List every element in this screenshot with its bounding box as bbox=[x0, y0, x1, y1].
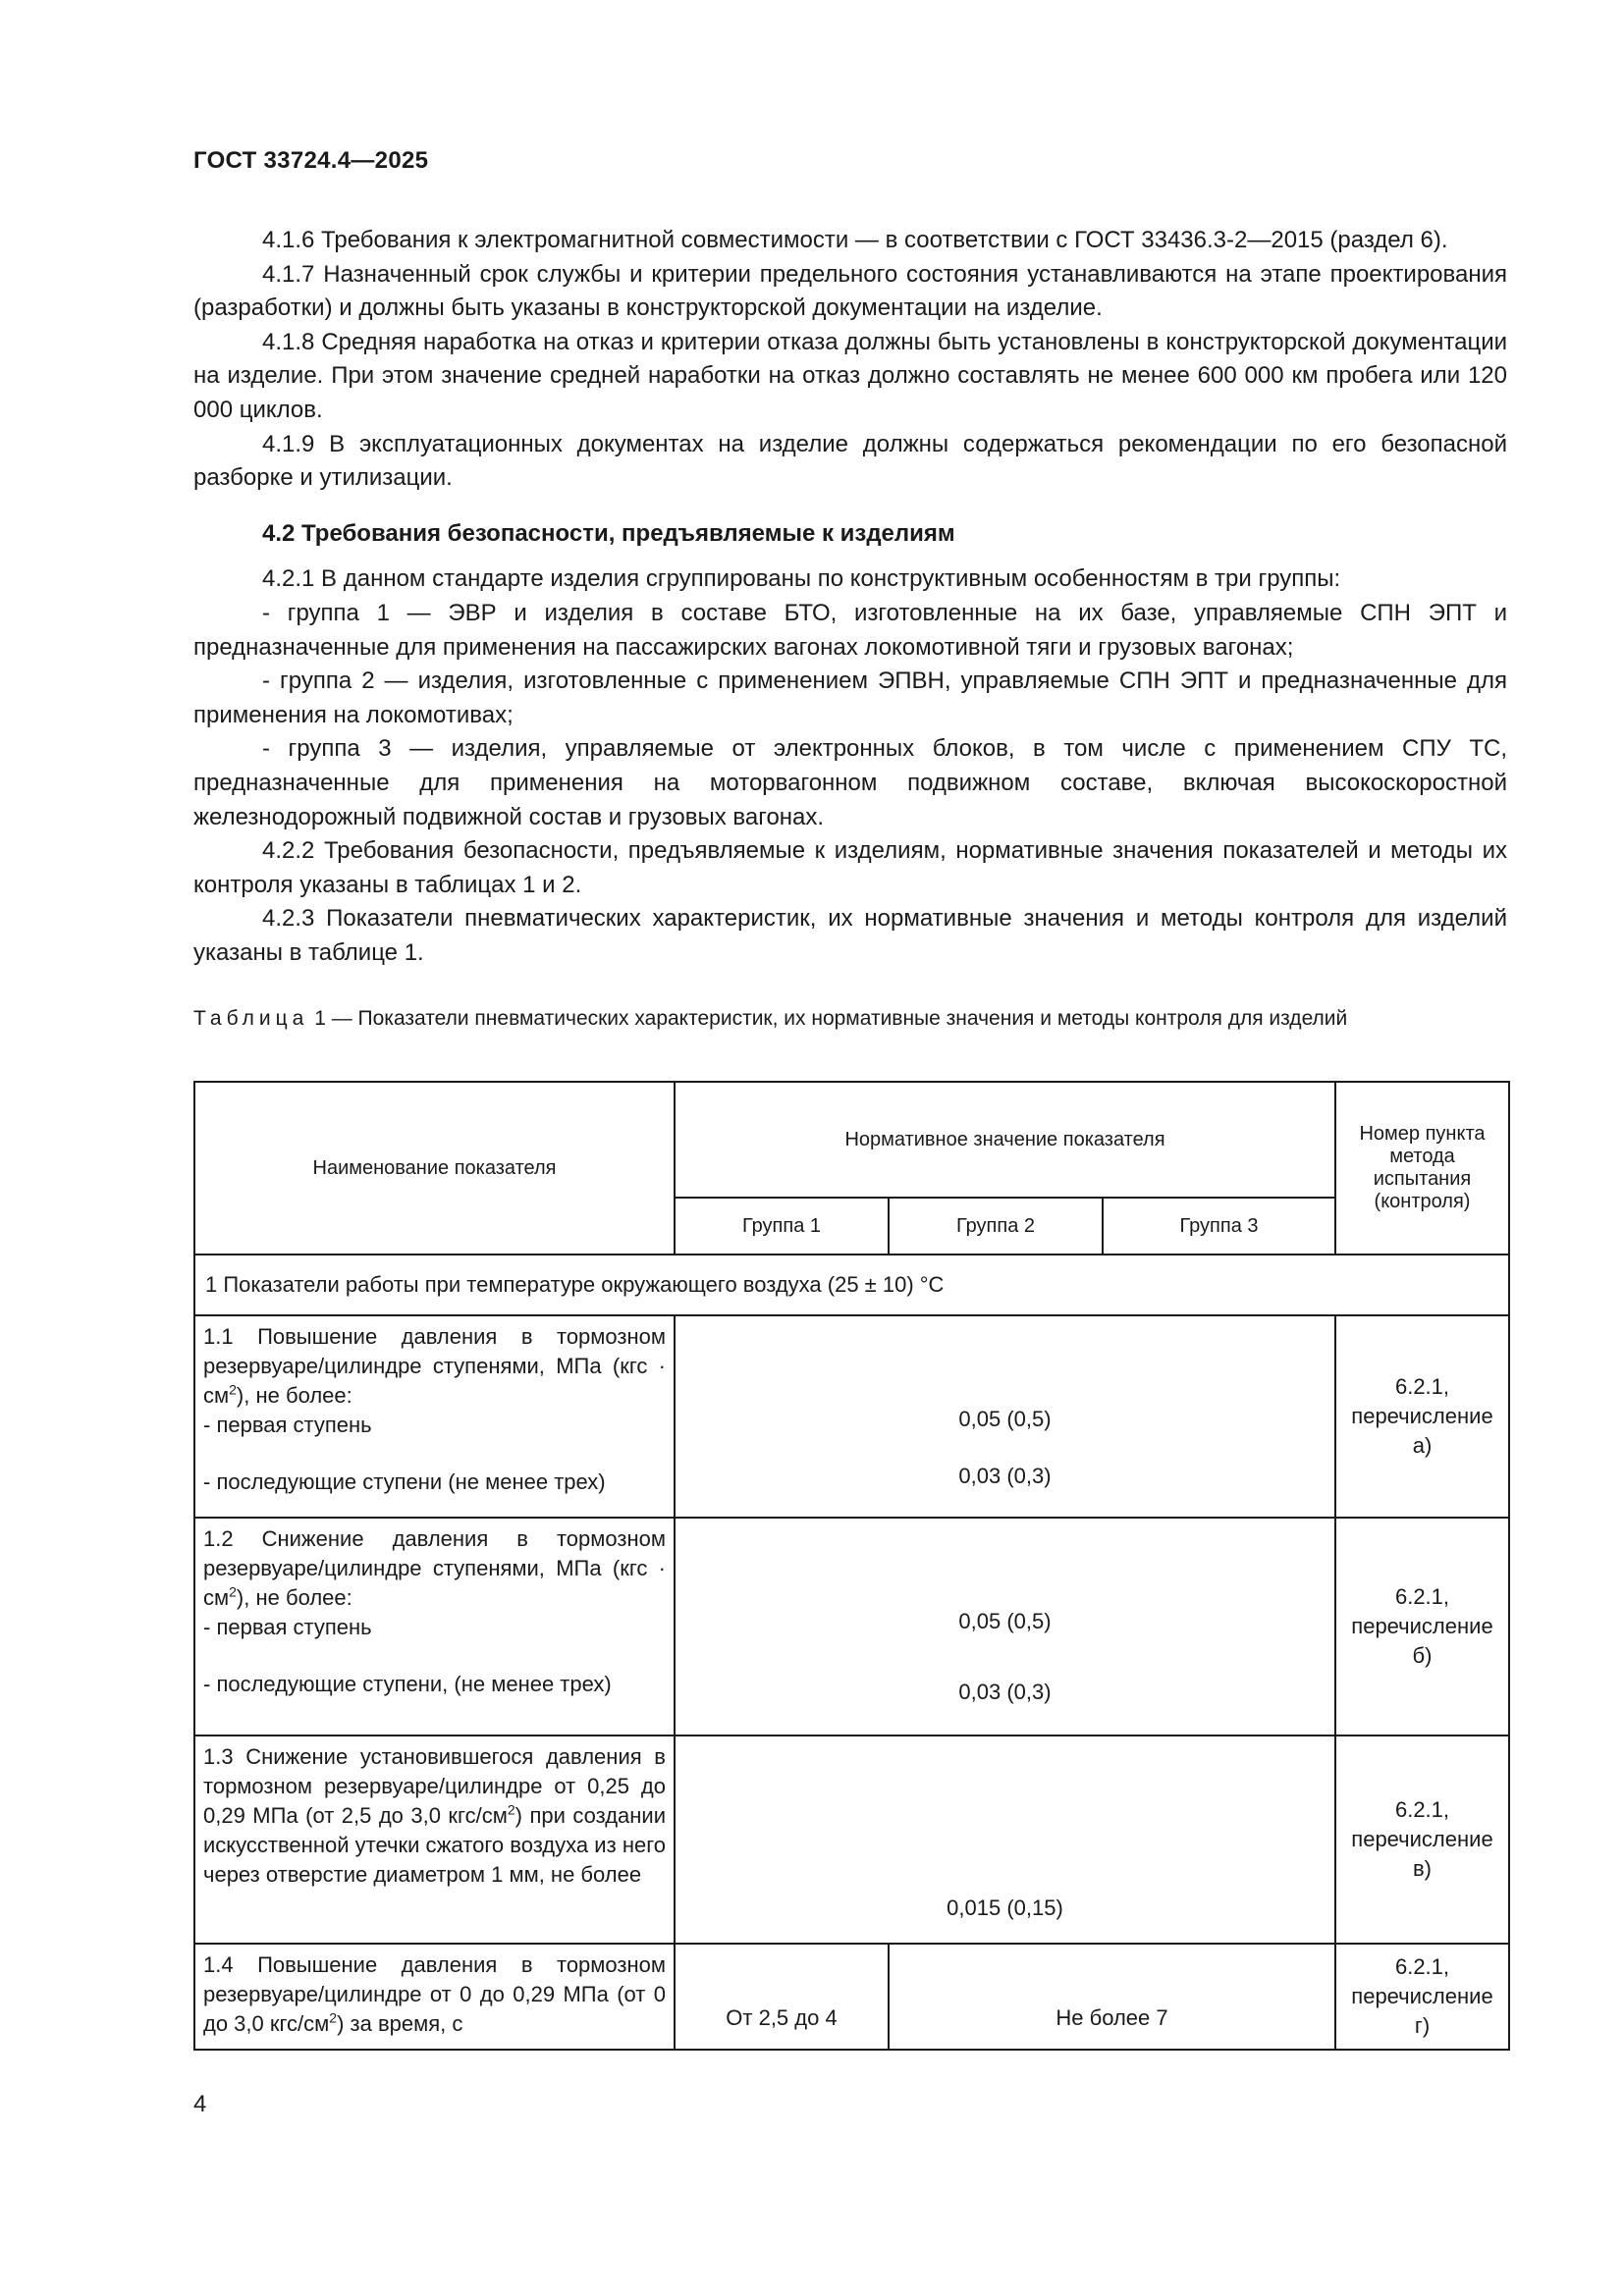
table-row bbox=[194, 1315, 1509, 1518]
paragraph-4-1-6: 4.1.6 Требования к электромагнитной совместимости — в соответствии с ГОСТ 33436.3-2—2015 (раздел 6). bbox=[262, 227, 1448, 253]
method-reference-cell: 6.2.1, перечисление в) bbox=[1335, 1735, 1509, 1944]
method-reference-cell: 6.2.1, перечисление б) bbox=[1335, 1518, 1509, 1735]
table-row bbox=[194, 1735, 1509, 1944]
table-caption bbox=[193, 1004, 1507, 1033]
pneumatic-characteristics-table bbox=[193, 1081, 1510, 2051]
document-code: ГОСТ 33724.4—2025 bbox=[193, 147, 429, 174]
value-cell bbox=[675, 1518, 1335, 1735]
param-text: 1.2 Снижение давления в тормозном резервуаре/цилиндре ступенями, МПа $(кгс \cdot см^2)$, не более: bbox=[203, 1526, 666, 1610]
table-caption-text: 1 — Показатели пневматических характеристик, их нормативные значения и методы контроля для изделий bbox=[314, 1007, 1348, 1030]
header-parameter-name: Наименование показателя bbox=[194, 1082, 675, 1255]
table-section-title: 1 Показатели работы при температуре окружающего воздуха (25 ± 10) °С bbox=[194, 1255, 1509, 1315]
value-text: 0,05 (0,5) bbox=[958, 1609, 1052, 1633]
value-text: 0,03 (0,3) bbox=[958, 1680, 1052, 1704]
parameter-cell bbox=[194, 1315, 675, 1518]
body-text bbox=[193, 224, 1507, 970]
paragraph-4-1-7: 4.1.7 Назначенный срок службы и критерии предельного состояния устанавливаются на этапе проектирования (разработки) и должны быть указаны в конструкторской документации на изделие. bbox=[193, 260, 1507, 322]
value-cell bbox=[675, 1735, 1335, 1944]
paragraph-4-1-9: 4.1.9 В эксплуатационных документах на изделие должны содержаться рекомендации по его безопасной разборке и утилизации. bbox=[193, 430, 1507, 492]
header-group-2: Группа 2 bbox=[889, 1198, 1103, 1255]
parameter-cell bbox=[194, 1944, 675, 2050]
param-sub-line: - первая ступень bbox=[203, 1615, 372, 1639]
paragraph-4-2-2: 4.2.2 Требования безопасности, предъявляемые к изделиям, нормативные значения показателей и методы их контроля указаны в таблицах 1 и 2. bbox=[193, 837, 1507, 898]
table-row bbox=[194, 1944, 1509, 2050]
header-group-1: Группа 1 bbox=[675, 1198, 889, 1255]
value-text: 0,015 (0,15) bbox=[947, 1896, 1063, 1920]
table-caption-label: Таблица bbox=[193, 1007, 309, 1030]
value-text: 0,03 (0,3) bbox=[958, 1464, 1052, 1488]
paragraph-4-1-8: 4.1.8 Средняя наработка на отказ и критерии отказа должны быть установлены в конструкторской документации на изделие. При этом значение средней наработки на отказ должно составлять не менее 600 000 км пробега или 120 000 циклов. bbox=[193, 328, 1507, 423]
value-text: Не более 7 bbox=[1056, 2005, 1168, 2030]
page-number: 4 bbox=[193, 2091, 207, 2117]
table-row bbox=[194, 1518, 1509, 1735]
param-text: 1.3 Снижение установившегося давления в тормозном резервуаре/цилиндре от 0,25 до 0,29 МПа (от 2,5 до 3,0 кгс/$см^2$) при создании искусственной утечки сжатого воздуха из него через отверстие диаметром 1 мм, не более bbox=[203, 1744, 666, 1887]
param-sub-line: - первая ступень bbox=[203, 1413, 372, 1437]
param-sub-line: - последующие ступени (не менее трех) bbox=[203, 1469, 606, 1494]
method-reference-cell: 6.2.1, перечисление г) bbox=[1335, 1944, 1509, 2050]
method-reference-cell: 6.2.1, перечисление а) bbox=[1335, 1315, 1509, 1518]
paragraph-4-2-1: 4.2.1 В данном стандарте изделия сгруппированы по конструктивным особенностям в три группы: bbox=[262, 565, 1341, 593]
value-text: 0,05 (0,5) bbox=[958, 1407, 1052, 1431]
parameter-cell bbox=[194, 1518, 675, 1735]
value-cell-group-2-3 bbox=[889, 1944, 1335, 2050]
paragraph-4-2-3: 4.2.3 Показатели пневматических характеристик, их нормативные значения и методы контроля для изделий указаны в таблице 1. bbox=[193, 905, 1507, 966]
group-1-item: - группа 1 — ЭВР и изделия в составе БТО, изготовленные на их базе, управляемые СПН ЭПТ и предназначенные для применения на пассажирских вагонах локомотивной тяги и грузовых вагонах; bbox=[193, 599, 1507, 661]
param-text: 1.1 Повышение давления в тормозном резервуаре/цилиндре ступенями, МПа $(кгс \cdot см^2)$, не более: bbox=[203, 1324, 666, 1408]
section-heading-4-2: 4.2 Требования безопасности, предъявляемые к изделиям bbox=[262, 519, 955, 547]
value-cell-group-1 bbox=[675, 1944, 889, 2050]
param-sub-line: - последующие ступени, (не менее трех) bbox=[203, 1672, 612, 1696]
header-group-3: Группа 3 bbox=[1103, 1198, 1335, 1255]
group-2-item: - группа 2 — изделия, изготовленные с применением ЭПВН, управляемые СПН ЭПТ и предназначенные для применения на локомотивах; bbox=[193, 667, 1507, 728]
header-test-method: Номер пункта метода испытания (контроля) bbox=[1335, 1082, 1509, 1255]
param-text: 1.4 Повышение давления в тормозном резервуаре/цилиндре от 0 до 0,29 МПа (от 0 до 3,0 кгс/$см^2$) за время, с bbox=[203, 1952, 666, 2036]
value-text: От 2,5 до 4 bbox=[726, 2005, 838, 2030]
group-3-item: - группа 3 — изделия, управляемые от электронных блоков, в том числе с применением СПУ ТС, предназначенные для применения на моторвагонном подвижном составе, включая высокоскоростной железнодорожный подвижной состав и грузовых вагонах. bbox=[193, 735, 1507, 830]
value-cell bbox=[675, 1315, 1335, 1518]
header-normative-value: Нормативное значение показателя bbox=[675, 1082, 1335, 1198]
parameter-cell bbox=[194, 1735, 675, 1944]
